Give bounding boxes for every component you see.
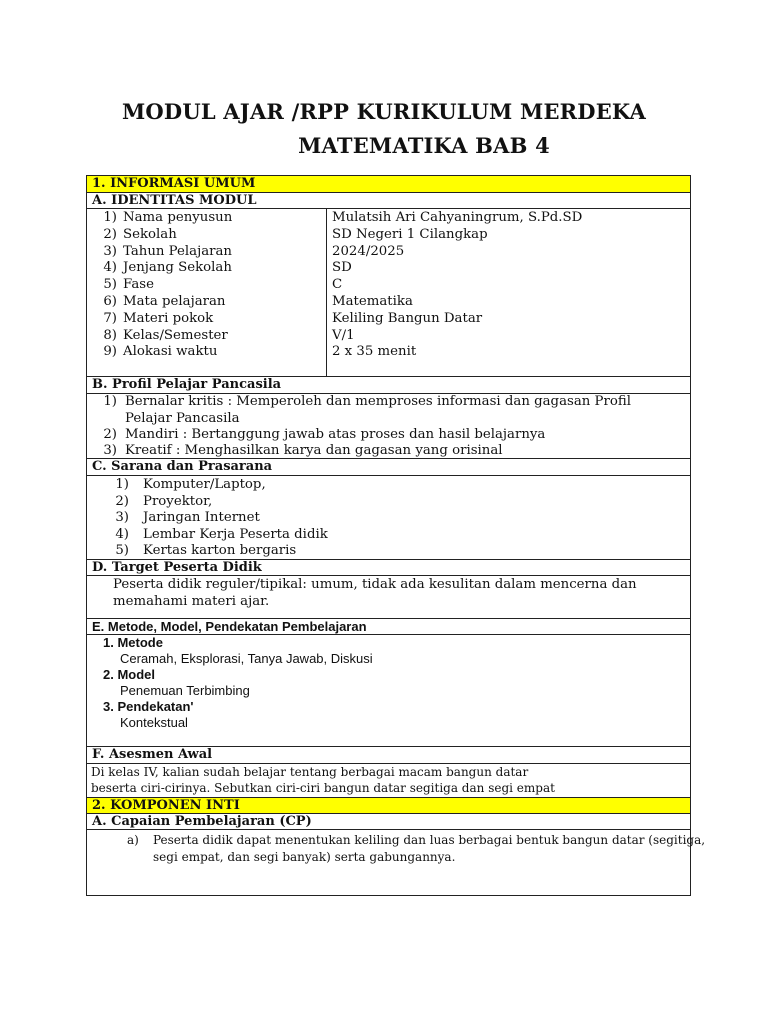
identitas-label: Fase bbox=[123, 277, 154, 293]
identitas-label: Sekolah bbox=[123, 226, 177, 242]
target-text-line1: Peserta didik reguler/tipikal: umum, tidak ada kesulitan dalam mencerna dan bbox=[113, 577, 637, 592]
capaian-pembelajaran-body bbox=[87, 830, 706, 895]
list-number: 1) bbox=[103, 394, 117, 409]
identitas-number: 1) bbox=[103, 210, 117, 225]
asesmen-awal-header: F. Asesmen Awal bbox=[87, 747, 690, 764]
identitas-value: Mulatsih Ari Cahyaningrum, S.Pd.SD bbox=[332, 210, 583, 225]
identitas-value: V/1 bbox=[332, 327, 355, 343]
identitas-label: Alokasi waktu bbox=[123, 344, 218, 360]
target-text-line2: memahami materi ajar. bbox=[113, 594, 270, 609]
identitas-label: Materi pokok bbox=[123, 310, 214, 326]
model-label: 2. Model bbox=[103, 667, 156, 682]
sarana-item: Komputer/Laptop, bbox=[143, 477, 266, 492]
identitas-number: 5) bbox=[103, 277, 117, 293]
identitas-number: 3) bbox=[103, 243, 117, 259]
identitas-number: 7) bbox=[103, 310, 117, 326]
list-number: 2) bbox=[103, 427, 117, 442]
list-item: Mandiri : Bertanggung jawab atas proses dan hasil belajarnya bbox=[125, 427, 546, 442]
list-item: Bernalar kritis : Memperoleh dan memproses informasi dan gagasan Profil bbox=[125, 394, 631, 409]
identitas-value: Matematika bbox=[332, 294, 413, 309]
sarana-number: 1) bbox=[115, 477, 129, 492]
list-number: a) bbox=[127, 833, 139, 847]
column-divider bbox=[326, 209, 327, 376]
asesmen-text-line1: Di kelas IV, kalian sudah belajar tentang berbagai macam bangun datar bbox=[91, 765, 529, 779]
capaian-text-line1: Peserta didik dapat menentukan keliling dan luas berbagai bentuk bangun datar (segitiga, bbox=[153, 833, 706, 847]
section-informasi-umum-header: 1. INFORMASI UMUM bbox=[87, 176, 690, 193]
sarana-prasarana-body bbox=[87, 476, 690, 560]
asesmen-awal-body bbox=[87, 764, 690, 798]
capaian-pembelajaran-header: A. Capaian Pembelajaran (CP) bbox=[87, 814, 690, 830]
pendekatan-label: 3. Pendekatan' bbox=[103, 699, 194, 714]
sarana-number: 3) bbox=[115, 510, 129, 526]
sarana-item: Lembar Kerja Peserta didik bbox=[143, 526, 328, 542]
list-number: 3) bbox=[103, 443, 117, 458]
metode-value: Ceramah, Eksplorasi, Tanya Jawab, Diskusi bbox=[120, 651, 373, 666]
identitas-value: 2024/2025 bbox=[332, 243, 405, 259]
identitas-value: C bbox=[332, 277, 343, 293]
model-value: Penemuan Terbimbing bbox=[120, 683, 250, 698]
metode-header: E. Metode, Model, Pendekatan Pembelajaran bbox=[87, 619, 690, 635]
section-komponen-inti-header: 2. KOMPONEN INTI bbox=[87, 798, 690, 814]
sarana-prasarana-header: C. Sarana dan Prasarana bbox=[87, 459, 690, 476]
sarana-item: Proyektor, bbox=[143, 493, 213, 509]
identitas-modul-body bbox=[87, 209, 690, 377]
identitas-number: 9) bbox=[103, 344, 117, 360]
target-peserta-body bbox=[87, 576, 690, 619]
identitas-label: Mata pelajaran bbox=[123, 294, 226, 309]
profil-pelajar-body bbox=[87, 394, 690, 459]
target-peserta-header: D. Target Peserta Didik bbox=[87, 560, 690, 576]
modul-table bbox=[86, 175, 706, 896]
identitas-number: 8) bbox=[103, 327, 117, 343]
list-item: Kreatif : Menghasilkan karya dan gagasan yang orisinal bbox=[125, 443, 503, 458]
identitas-value: SD bbox=[332, 260, 352, 276]
identitas-number: 4) bbox=[103, 260, 117, 276]
sarana-item: Kertas karton bergaris bbox=[143, 543, 297, 559]
profil-pelajar-header: B. Profil Pelajar Pancasila bbox=[87, 377, 690, 394]
identitas-label: Jenjang Sekolah bbox=[123, 260, 232, 276]
list-item-continuation: Pelajar Pancasila bbox=[125, 411, 240, 426]
sarana-number: 2) bbox=[115, 493, 129, 509]
identitas-label: Nama penyusun bbox=[123, 210, 233, 225]
sarana-number: 4) bbox=[115, 526, 129, 542]
capaian-text-line2: segi empat, dan segi banyak) serta gabungannya. bbox=[153, 850, 456, 864]
document-title-line2: MATEMATIKA BAB 4 bbox=[298, 133, 550, 158]
identitas-label: Tahun Pelajaran bbox=[123, 243, 232, 259]
sarana-number: 5) bbox=[115, 543, 129, 559]
identitas-number: 6) bbox=[103, 294, 117, 309]
identitas-label: Kelas/Semester bbox=[123, 327, 228, 343]
pendekatan-value: Kontekstual bbox=[120, 715, 188, 730]
sarana-item: Jaringan Internet bbox=[143, 510, 260, 526]
metode-label: 1. Metode bbox=[103, 635, 163, 650]
metode-body bbox=[87, 635, 690, 747]
identitas-value: 2 x 35 menit bbox=[332, 344, 417, 360]
asesmen-text-line2: beserta ciri-cirinya. Sebutkan ciri-ciri bangun datar segitiga dan segi empat bbox=[91, 781, 555, 795]
identitas-value: SD Negeri 1 Cilangkap bbox=[332, 226, 488, 242]
document-title-line1: MODUL AJAR /RPP KURIKULUM MERDEKA bbox=[121, 99, 647, 124]
identitas-value: Keliling Bangun Datar bbox=[332, 310, 483, 326]
identitas-number: 2) bbox=[103, 226, 117, 242]
identitas-modul-header: A. IDENTITAS MODUL bbox=[87, 193, 690, 209]
